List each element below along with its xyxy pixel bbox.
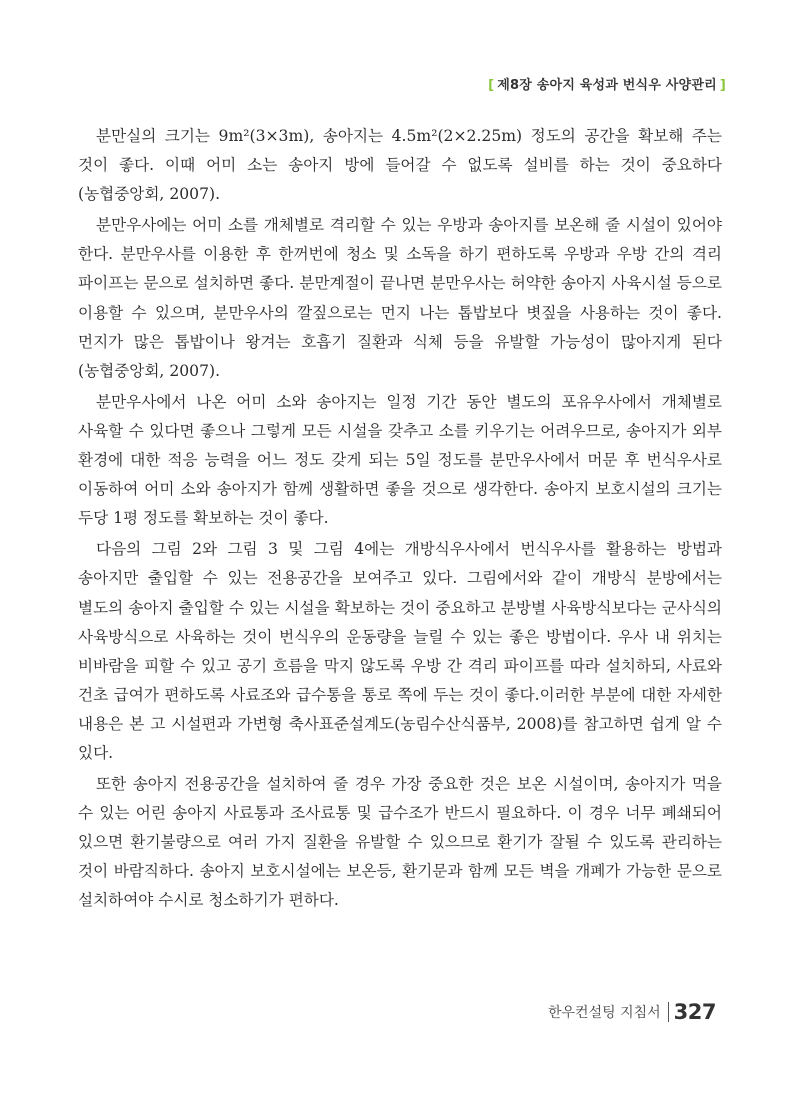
- paragraph-nursing-barn: 분만우사에서 나온 어미 소와 송아지는 일정 기간 동안 별도의 포유우사에서 개체별로 사육할 수 있다면 좋으나 그렇게 모든 시설을 갖추고 소를 키우기는 어려우므로, 송아지가 외부 환경에 대한 적응 능력을 어느 정도 갖게 되는 5일 정도를 분만우사에서 머문 후 번식우사로 이동하여 어미 소와 송아지가 함께 생활하면 좋을 것으로 생각한다. 송아지 보호시설의 크기는 두당 1평 정도를 확보하는 것이 좋다.: [78, 392, 722, 528]
- paragraph-birthing-barn-facilities: 분만우사에는 어미 소를 개체별로 격리할 수 있는 우방과 송아지를 보온해 줄 시설이 있어야 한다. 분만우사를 이용한 후 한꺼번에 청소 및 소독을 하기 편하도록 우방과 우방 간의 격리 파이프는 문으로 설치하면 좋다. 분만계절이 끝나면 분만우사는 허약한 송아지 사육시설 등으로 이용할 수 있으며, 분만우사의 깔짚으로는 먼지 나는 톱밥보다 볏짚을 사용하는 것이 좋다. 먼지가 많은 톱밥이나 왕겨는 호흡기 질환과 식체 등을 유발할 가능성이 많아지게 된다(농협중앙회, 2007).: [78, 216, 722, 380]
- page-footer: [548, 1000, 716, 1024]
- header-open-bracket: [: [488, 78, 495, 93]
- header-close-bracket: ]: [719, 78, 726, 93]
- footer-book-title: 한우컨설팅 지침서: [548, 1005, 661, 1021]
- chapter-header: [488, 74, 726, 93]
- paragraph-calf-space-figures: 다음의 그림 2와 그림 3 및 그림 4에는 개방식우사에서 번식우사를 활용하는 방법과 송아지만 출입할 수 있는 전용공간을 보여주고 있다. 그림에서와 같이 개방식 분방에서는 별도의 송아지 출입할 수 있는 시설을 확보하는 것이 중요하고 분방별 사육방식보다는 군사식의 사육방식으로 사육하는 것이 번식우의 운동량을 늘릴 수 있는 좋은 방법이다. 우사 내 위치는 비바람을 피할 수 있고 공기 흐름을 막지 않도록 우방 간 격리 파이프를 따라 설치하되, 사료와 건초 급여가 편하도록 사료조와 급수통을 통로 쪽에 두는 것이 좋다.이러한 부분에 대한 자세한 내용은 본 고 시설편과 가변형 축사표준설계도(농림수산식품부, 2008)를 참고하면 쉽게 알 수 있다.: [78, 540, 722, 762]
- chapter-title: 송아지 육성과 번식우 사양관리: [536, 78, 717, 93]
- chapter-number: 제8장: [497, 78, 533, 93]
- paragraph-calf-space-warmth: 또한 송아지 전용공간을 설치하여 줄 경우 가장 중요한 것은 보온 시설이며, 송아지가 먹을 수 있는 어린 송아지 사료통과 조사료통 및 급수조가 반드시 필요하다. 이 경우 너무 폐쇄되어 있으면 환기불량으로 여러 가지 질환을 유발할 수 있으므로 환기가 잘될 수 있도록 관리하는 것이 바람직하다. 송아지 보호시설에는 보온등, 환기문과 함께 모든 벽을 개폐가 가능한 문으로 설치하여야 수시로 청소하기가 편하다.: [78, 775, 722, 910]
- page-number: 327: [673, 1000, 716, 1024]
- paragraph-birthing-room-size: 분만실의 크기는 9m²(3×3m), 송아지는 4.5m²(2×2.25m) 정도의 공간을 확보해 주는 것이 좋다. 이때 어미 소는 송아지 방에 들어갈 수 없도록 설비를 하는 것이 중요하다(농협중앙회, 2007).: [78, 127, 722, 204]
- footer-divider: [668, 1002, 669, 1022]
- body-text: [78, 122, 722, 918]
